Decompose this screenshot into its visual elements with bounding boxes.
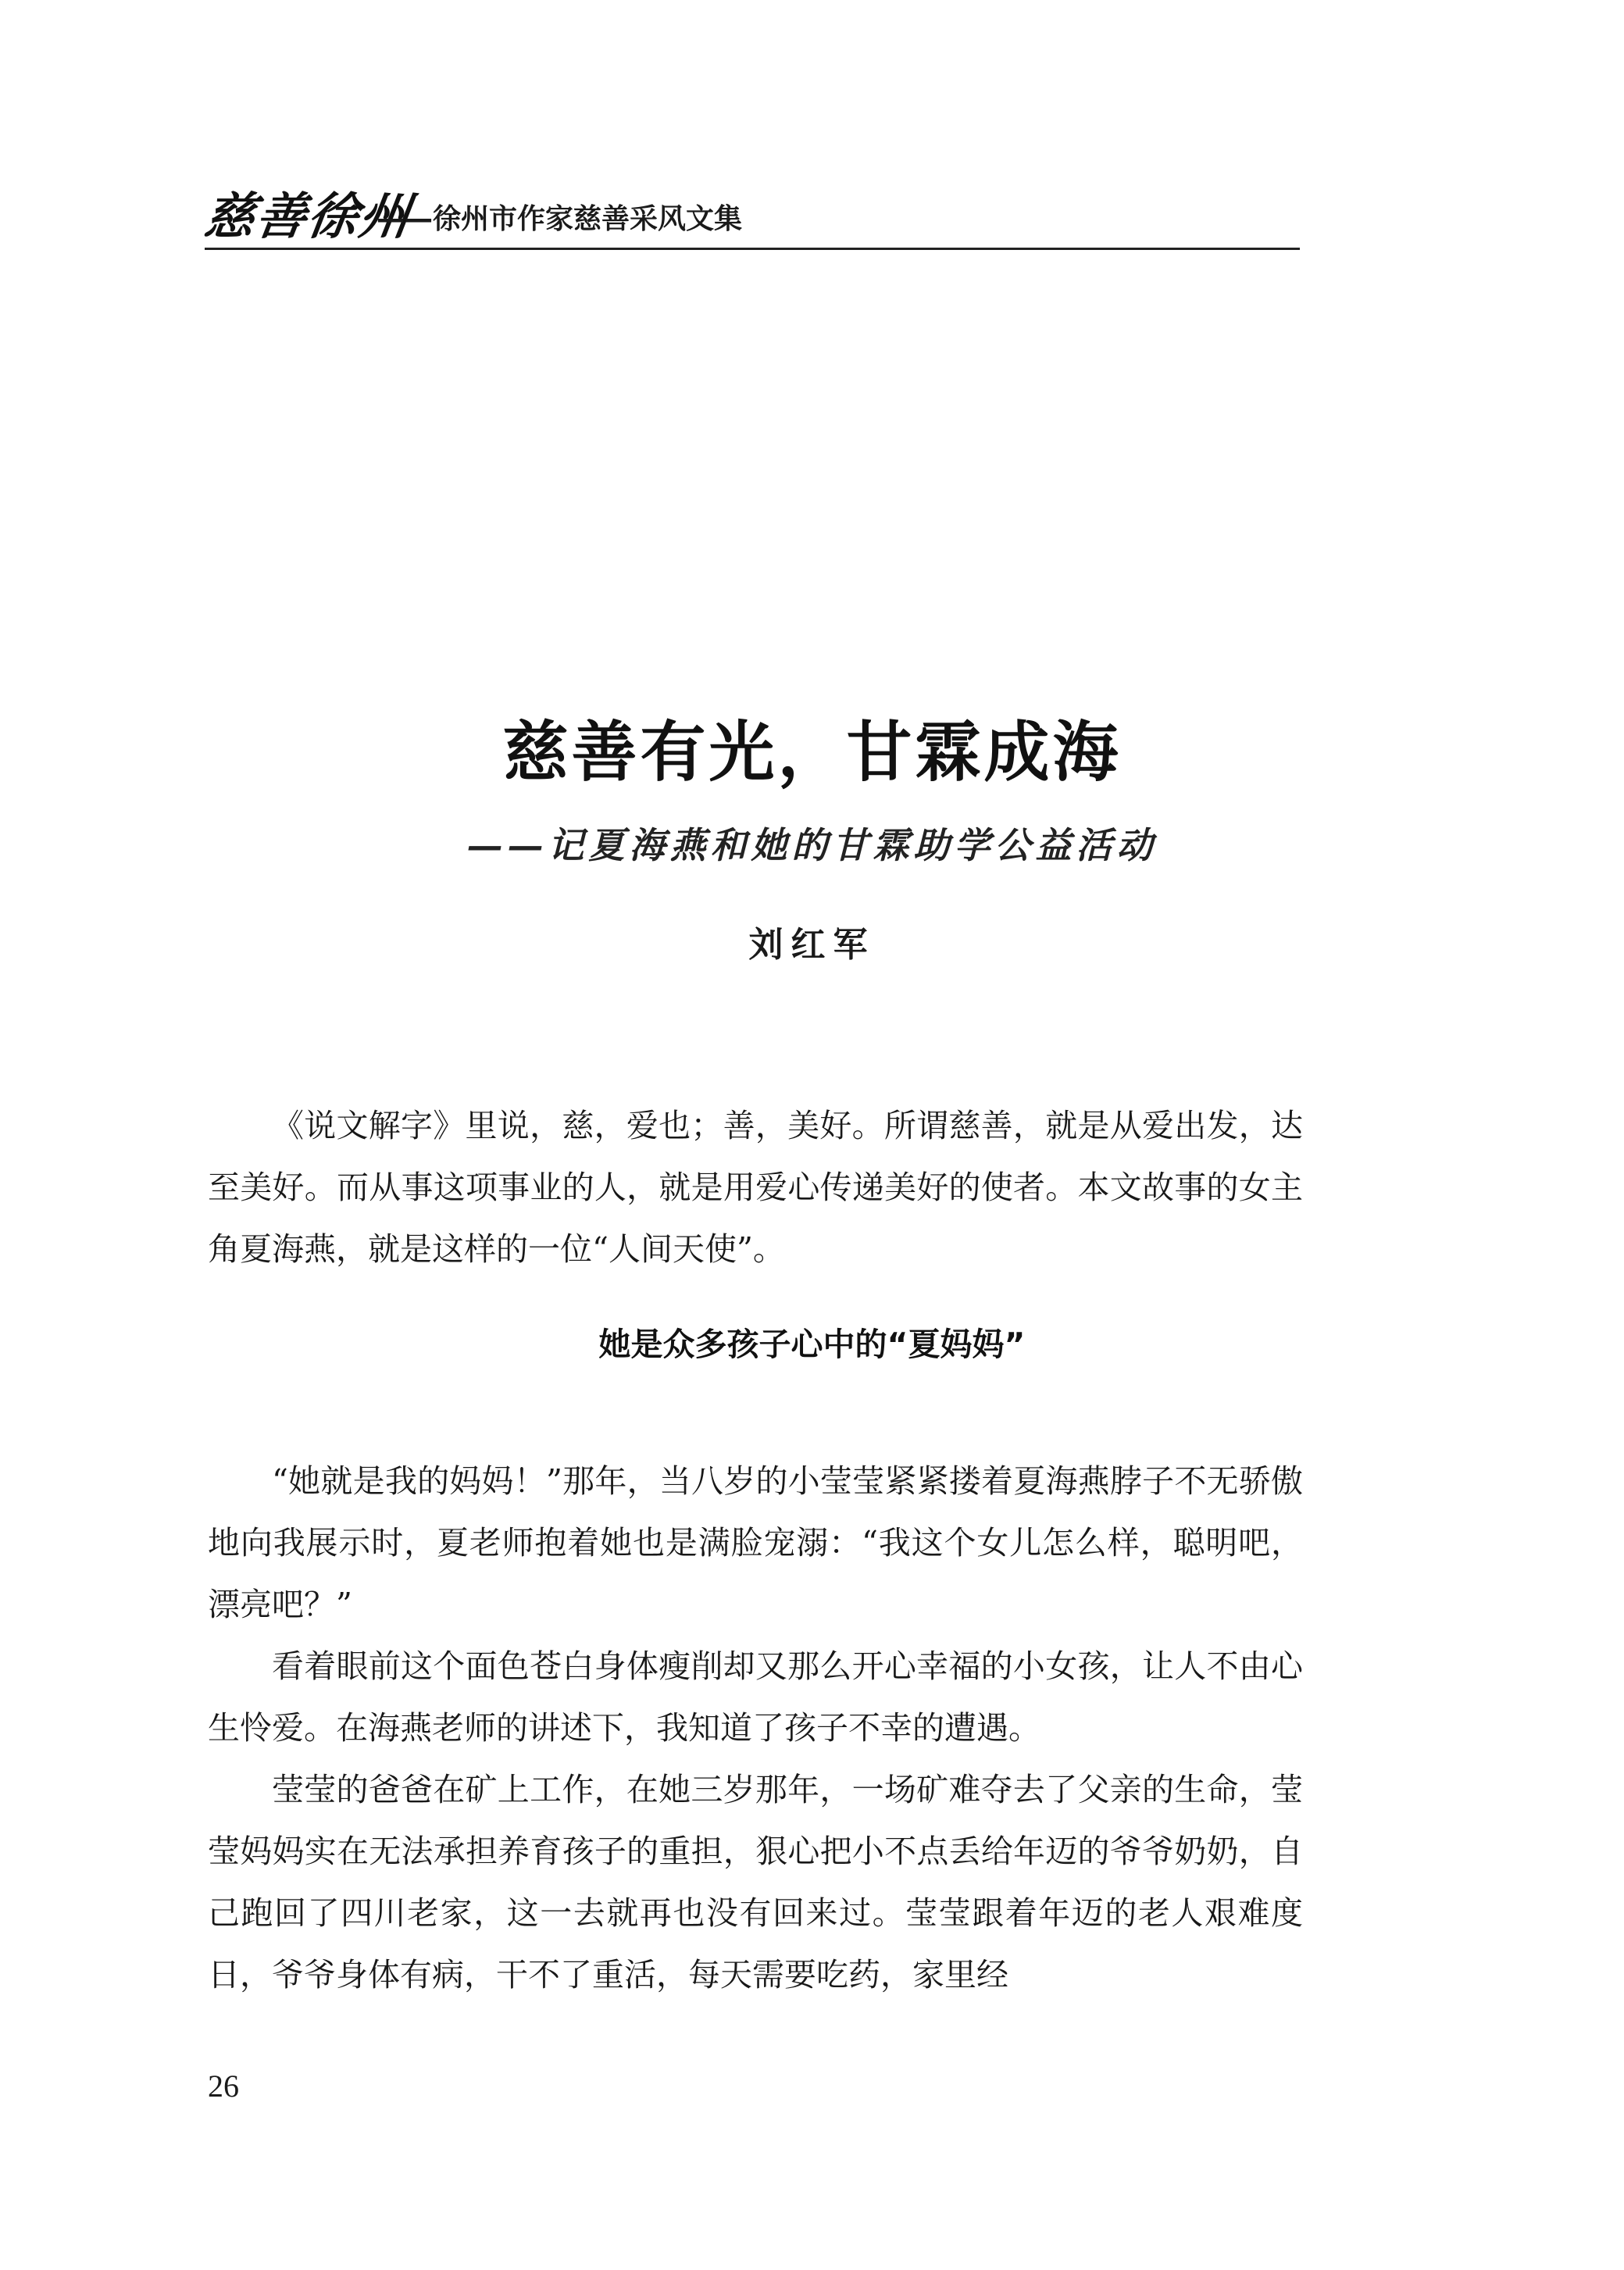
body-paragraph-3: 莹莹的爸爸在矿上工作，在她三岁那年，一场矿难夺去了父亲的生命，莹莹妈妈实在无法承担养育孩子的重担，狠心把小不点丢给年迈的爷爷奶奶，自己跑回了四川老家，这一去就再也没有回来过。莹莹跟着年迈的老人艰难度日，爷爷身体有病，干不了重活，每天需要吃药，家里经 xyxy=(208,1771,1303,1993)
series-title-logo: 慈善徐州 xyxy=(200,187,416,246)
header-rule xyxy=(205,248,1300,250)
body-paragraph-1: “她就是我的妈妈！”那年，当八岁的小莹莹紧紧搂着夏海燕脖子不无骄傲地向我展示时，夏老师抱着她也是满脸宠溺：“我这个女儿怎么样，聪明吧，漂亮吧？” xyxy=(208,1462,1303,1623)
series-subtitle: ——徐州市作家慈善采风文集 xyxy=(377,203,743,235)
article-subtitle: ——记夏海燕和她的甘霖助学公益活动 xyxy=(466,824,1158,866)
article-author: 刘红军 xyxy=(748,925,876,965)
article-title: 慈善有光，甘霖成海 xyxy=(502,713,1122,791)
section-heading: 她是众多孩子心中的“夏妈妈” xyxy=(598,1326,1026,1363)
intro-paragraph: 《说文解字》里说，慈，爱也；善，美好。所谓慈善，就是从爱出发，达至美好。而从事这项事业的人，就是用爱心传递美好的使者。本文故事的女主角夏海燕，就是这样的一位“人间天使”。 xyxy=(208,1107,1303,1268)
page-number: 26 xyxy=(208,2068,239,2104)
running-header xyxy=(200,186,1298,248)
body-paragraph-2: 看着眼前这个面色苍白身体瘦削却又那么开心幸福的小女孩，让人不由心生怜爱。在海燕老师的讲述下，我知道了孩子不幸的遭遇。 xyxy=(208,1647,1303,1747)
